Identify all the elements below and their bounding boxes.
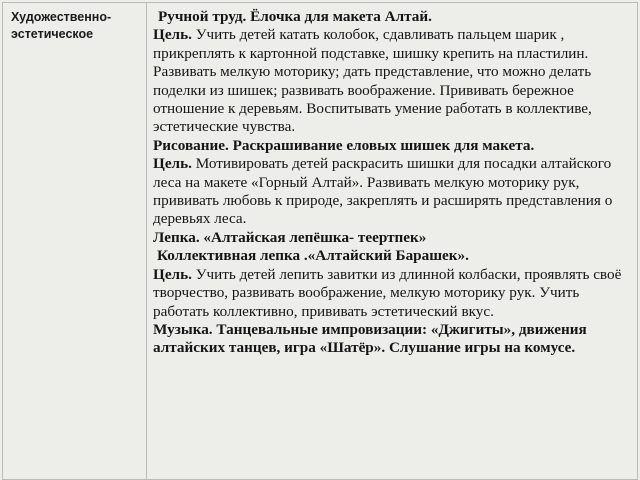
goal-text: Учить детей лепить завитки из длинной колбаски, проявлять своё творчество, развивать воображение, мелкую моторику рук. Учить работать коллективно, прививать эстетический вкус. bbox=[153, 265, 622, 320]
modeling-goal bbox=[153, 266, 631, 321]
educational-area-label: Художественно-эстетическое bbox=[11, 10, 112, 41]
activities-cell bbox=[147, 3, 638, 480]
goal-label: Цель. bbox=[153, 155, 192, 173]
music-heading: Музыка. Танцевальные импровизации: «Джигиты», движения алтайских танцев, игра «Шатёр». Слушание игры на комусе. bbox=[153, 320, 587, 357]
goal-label: Цель. bbox=[153, 26, 192, 44]
table-row bbox=[3, 3, 638, 480]
collective-modeling-heading: Коллективная лепка .«Алтайский Барашек». bbox=[157, 247, 469, 265]
drawing-heading: Рисование. Раскрашивание еловых шишек для макета. bbox=[153, 136, 535, 154]
handcraft-heading: Ручной труд. Ёлочка для макета Алтай. bbox=[158, 8, 432, 25]
modeling-heading: Лепка. «Алтайская лепёшка- теертпек» bbox=[153, 228, 427, 246]
activities-content bbox=[147, 3, 637, 358]
drawing-goal bbox=[153, 155, 631, 229]
goal-label: Цель. bbox=[153, 265, 192, 283]
handcraft-goal bbox=[153, 26, 631, 136]
goal-text: Учить детей катать колобок, сдавливать пальцем шарик , прикреплять к картонной подставке, шишку крепить на пластилин. Развивать мелкую моторику; дать представление, что можно делать поделки из шишек; развивать воображение. Прививать бережное отношение к деревьям. Воспитывать умение работать в коллективе, эстетические чувства. bbox=[153, 26, 592, 136]
area-cell bbox=[3, 3, 147, 480]
goal-text: Мотивировать детей раскрасить шишки для посадки алтайского леса на макете «Горный Алтай». Развивать мелкую моторику рук, прививать любовь к природе, закреплять и расширять представления о деревьях леса. bbox=[153, 155, 613, 228]
activities-table bbox=[2, 2, 638, 480]
